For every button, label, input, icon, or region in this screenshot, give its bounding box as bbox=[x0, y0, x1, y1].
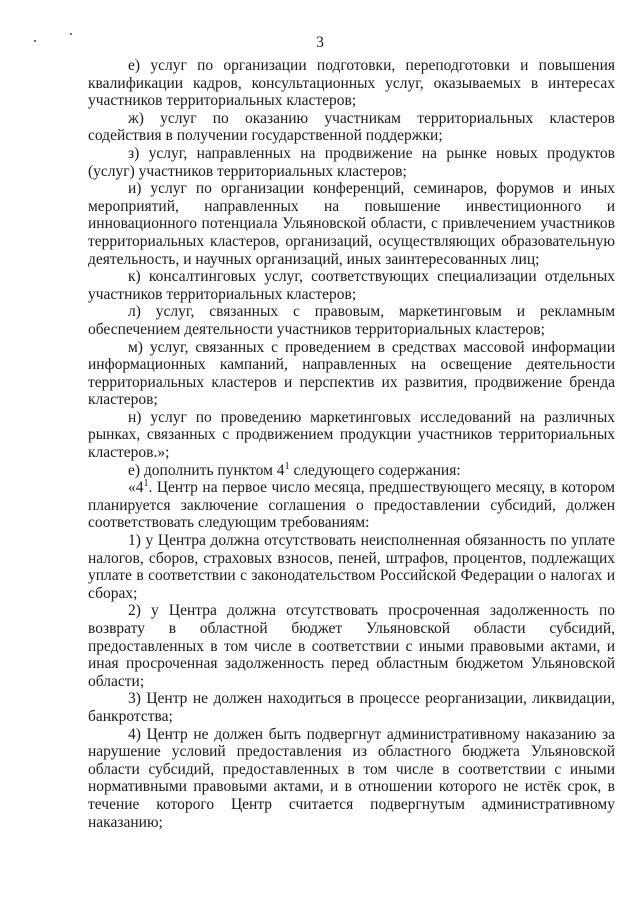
paragraph-item-m: м) услуг, связанных с проведением в средствах массовой информации информационных кампаний, направленных на освещение деятельности территориальных кластеров и перспектив их развития, продвижение бренда кластеров; bbox=[88, 338, 615, 409]
amendment-text: е) дополнить пунктом 4 bbox=[128, 461, 285, 479]
paragraph-item-zh: ж) услуг по оказанию участникам территориальных кластеров содействия в получении государственной поддержки; bbox=[88, 109, 615, 145]
paragraph-requirement-2: 2) у Центра должна отсутствовать просроченная задолженность по возврату в областной бюджет Ульяновской области субсидий, предоставленных в том числе в соответствии с иными правовыми актами, и иная просроченная задолженность перед областным бюджетом Ульяновской области; bbox=[88, 602, 615, 690]
paragraph-clause-4-1 bbox=[88, 479, 615, 532]
paragraph-item-l: л) услуг, связанных с правовым, маркетинговым и рекламным обеспечением деятельности участников территориальных кластеров; bbox=[88, 303, 615, 338]
paragraph-amendment-intro bbox=[88, 462, 615, 480]
paragraph-item-k: к) консалтинговых услуг, соответствующих специализации отдельных участников территориальных кластеров; bbox=[88, 268, 615, 303]
clause-superscript: 1 bbox=[143, 478, 149, 490]
clause-text: . Центр на первое число месяца, предшествующего месяцу, в котором планируется заключение соглашения о предоставлении субсидий, должен соответствовать следующим требованиям: bbox=[88, 479, 615, 532]
paragraph-requirement-3: 3) Центр не должен находиться в процессе реорганизации, ликвидации, банкротства; bbox=[88, 690, 615, 725]
page-number: 3 bbox=[316, 34, 324, 51]
paragraph-item-e: е) услуг по организации подготовки, переподготовки и повышения квалификации кадров, консультационных услуг, оказываемых в интересах участников территориальных кластеров; bbox=[88, 57, 615, 110]
document-body bbox=[88, 57, 615, 831]
paragraph-item-n: н) услуг по проведению маркетинговых исследований на различных рынках, связанных с продвижением продукции участников территориальных кластеров.»; bbox=[88, 408, 615, 462]
paragraph-item-i: и) услуг по организации конференций, семинаров, форумов и иных мероприятий, направленных на повышение инвестиционного и инновационного потенциала Ульяновской области, с привлечением участников территориальных кластеров, организаций, осуществляющих образовательную деятельность, и научных организаций, иных заинтересованных лиц; bbox=[88, 180, 615, 268]
paragraph-requirement-1: 1) у Центра должна отсутствовать неисполненная обязанность по уплате налогов, сборов, страховых взносов, пеней, штрафов, процентов, подлежащих уплате в соответствии с законодательством Российской Федерации о налогах и сборах; bbox=[88, 532, 615, 602]
paragraph-item-z: з) услуг, направленных на продвижение на рынке новых продуктов (услуг) участников территориальных кластеров; bbox=[88, 144, 615, 180]
clause-prefix: «4 bbox=[128, 479, 144, 497]
amendment-tail: следующего содержания: bbox=[289, 461, 461, 479]
paragraph-requirement-4: 4) Центр не должен быть подвергнут административному наказанию за нарушение условий предоставления из областного бюджета Ульяновской области субсидий, предоставленных в том числе в соответствии с иными нормативными правовыми актами, и в отношении которого не истёк срок, в течение которого Центр считается подвергнутым административному наказанию; bbox=[88, 725, 615, 831]
amendment-superscript: 1 bbox=[284, 460, 290, 472]
